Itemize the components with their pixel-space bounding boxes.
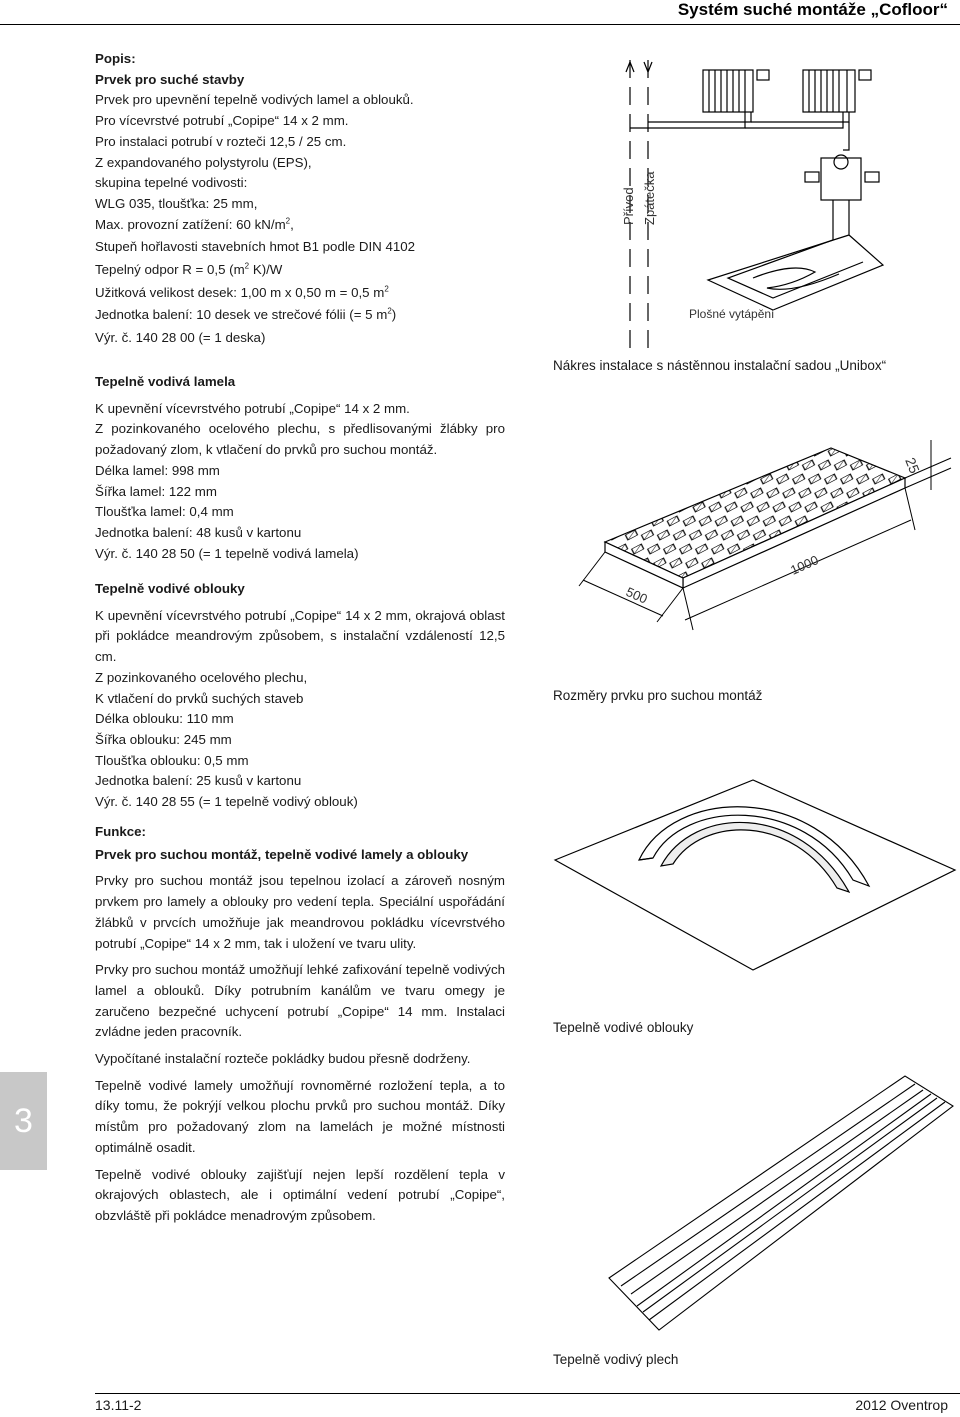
popis-line: Z expandovaného polystyrolu (EPS), (95, 154, 312, 170)
chapter-tab: 3 (0, 1072, 47, 1170)
footer-page-number: 13.11-2 (95, 1397, 142, 1413)
oblouky-line: K vtlačení do prvků suchých staveb (95, 690, 304, 706)
funkce-paragraph: Vypočítané instalační rozteče pokládky budou přesně dodrženy. (95, 1051, 471, 1067)
dim-thickness: 25 (902, 455, 923, 476)
oblouky-line: Výr. č. 140 28 55 (= 1 tepelně vodivý oblouk) (95, 794, 358, 810)
label-plosne: Plošné vytápění (689, 307, 775, 321)
panel-diagram (553, 430, 958, 690)
popis-heading: Popis: (95, 51, 136, 66)
dim-width: 500 (623, 584, 650, 607)
funkce-heading: Funkce: (95, 824, 146, 839)
popis-line: WLG 035, tloušťka: 25 mm, (95, 195, 258, 211)
funkce-paragraph: Tepelně vodivé lamely umožňují rovnoměrné rozložení tepla, a to díky tomu, že pokrýjí velkou plochu prvků pro suchou montáž. Díky místům pro požadovaný zlom na lamelách je možné místnosti optimálně osadit. (95, 1077, 505, 1155)
popis-resist: Tepelný odpor R = 0,5 ($m^2$ K)/W (95, 261, 283, 278)
label-privod: Přívod (621, 187, 636, 225)
caption-plech: Tepelně vodivý plech (553, 1352, 679, 1367)
label-zpatecka: Zpátečka (642, 171, 657, 225)
oblouk-diagram (553, 740, 958, 1010)
popis-subheading: Prvek pro suché stavby (95, 71, 245, 87)
dim-length: 1000 (788, 552, 821, 578)
section-lamela (95, 372, 505, 564)
section-funkce (95, 822, 505, 1227)
header-rule (0, 24, 960, 25)
funkce-paragraph: Prvky pro suchou montáž jsou tepelnou izolací a zároveň nosným prvkem pro lamely a oblouky pro vedení tepla. Speciální uspořádání žlábků v prvcích umožňuje jak meandrovou pokládku vícevrstvého potrubí „Copipe“ 14 x 2 mm, tak i uložení ve tvaru ulity. (95, 873, 505, 951)
oblouky-line: Z pozinkovaného ocelového plechu, (95, 669, 308, 685)
caption-unibox: Nákres instalace s nástěnnou instalační sadou „Unibox“ (553, 358, 887, 373)
plech-diagram (553, 1070, 958, 1350)
oblouky-line: Jednotka balení: 25 kusů v kartonu (95, 773, 302, 789)
lamela-line: Výr. č. 140 28 50 (= 1 tepelně vodivá lamela) (95, 545, 359, 561)
popis-pack: Jednotka balení: 10 desek ve strečové fólii (= 5 $m^2$) (95, 307, 397, 323)
unibox-diagram (553, 40, 953, 360)
oblouky-heading: Tepelně vodivé oblouky (95, 581, 245, 596)
oblouky-para: K upevnění vícevrstvého potrubí „Copipe“ 14 x 2 mm, okrajová oblast při pokládce meandrovým způsobem, s instalační vzdáleností 12,5 cm. (95, 607, 505, 665)
popis-size: Užitková velikost desek: 1,00 m x 0,50 m = 0,5 $m^2$ (95, 284, 389, 300)
caption-panel: Rozměry prvku pro suchou montáž (553, 688, 763, 703)
section-oblouky (95, 579, 505, 813)
popis-art: Výr. č. 140 28 00 (= 1 deska) (95, 330, 266, 346)
lamela-line: Šířka lamel: 122 mm (95, 483, 217, 499)
page-title: Systém suché montáže „Cofloor“ (677, 0, 948, 19)
oblouky-line: Délka oblouku: 110 mm (95, 711, 234, 727)
funkce-paragraph: Prvky pro suchou montáž umožňují lehké zafixování tepelně vodivých lamel a oblouků. Díky potrubním kanálům ve tvaru omegy je zaručeno bezpečné uchycení potrubí „Copipe“ 14 mm. Instalaci zvládne jeden pracovník. (95, 962, 505, 1040)
funkce-paragraph: Tepelně vodivé oblouky zajišťují nejen lepší rozdělení tepla v okrajových oblastech, ale i optimální vedení potrubí „Copipe“, obzvláště při pokládce menadrovým způsobem. (95, 1166, 505, 1223)
lamela-heading: Tepelně vodivá lamela (95, 374, 236, 389)
popis-fire: Stupeň hořlavosti stavebních hmot B1 podle DIN 4102 (95, 239, 416, 255)
popis-load: Max. provozní zatížení: 60 $kN/m^2$, (95, 216, 294, 232)
footer-rule (95, 1393, 960, 1394)
funkce-subheading: Prvek pro suchou montáž, tepelně vodivé lamely a oblouky (95, 846, 469, 862)
footer-publisher: 2012 Oventrop (855, 1397, 948, 1413)
oblouky-line: Šířka oblouku: 245 mm (95, 731, 232, 747)
popis-line: Pro vícevrstvé potrubí „Copipe“ 14 x 2 mm. (95, 113, 349, 129)
section-popis (95, 49, 505, 349)
oblouky-line: Tloušťka oblouku: 0,5 mm (95, 752, 249, 768)
lamela-line: K upevnění vícevrstvého potrubí „Copipe“ 14 x 2 mm. (95, 400, 410, 416)
caption-oblouk: Tepelně vodivé oblouky (553, 1020, 694, 1035)
popis-line: skupina tepelné vodivosti: (95, 175, 248, 191)
lamela-line: Délka lamel: 998 mm (95, 462, 220, 478)
lamela-para: Z pozinkovaného ocelového plechu, s předlisovanými žlábky pro požadovaný zlom, k vtlačení do prvků pro suchou montáž. (95, 421, 505, 458)
lamela-line: Tloušťka lamel: 0,4 mm (95, 504, 234, 520)
popis-line: Prvek pro upevnění tepelně vodivých lamel a oblouků. (95, 92, 414, 108)
lamela-line: Jednotka balení: 48 kusů v kartonu (95, 524, 302, 540)
popis-line: Pro instalaci potrubí v rozteči 12,5 / 25 cm. (95, 133, 347, 149)
